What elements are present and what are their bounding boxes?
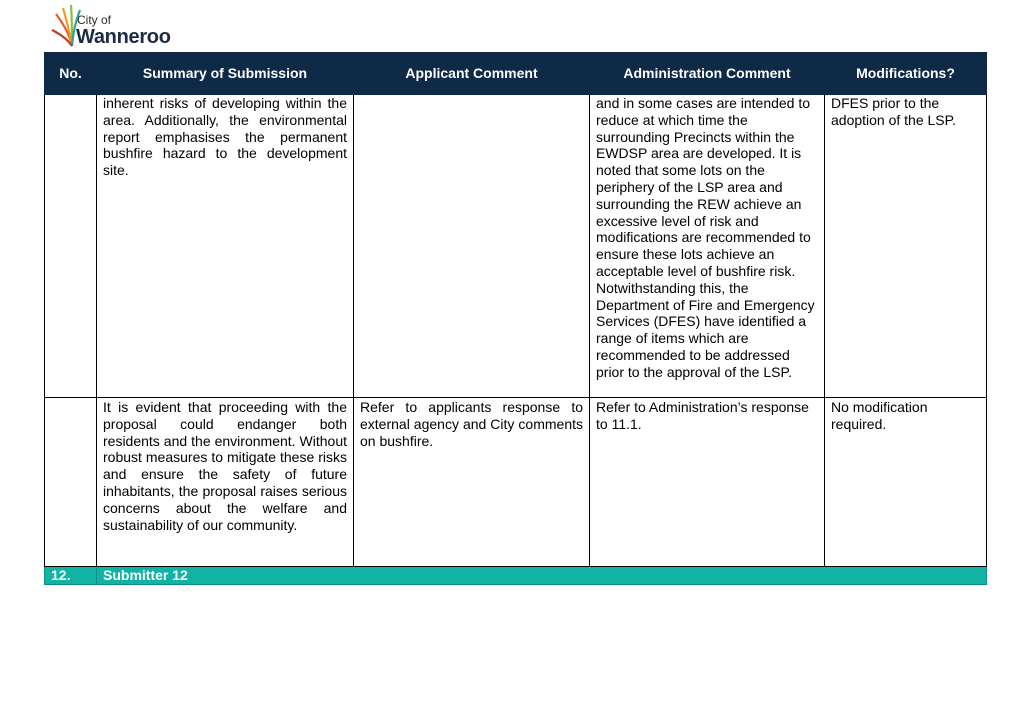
table-row <box>45 398 987 567</box>
submissions-table <box>44 52 987 585</box>
cell-applicant-comment: Refer to applicants response to external agency and City comments on bushfire. <box>354 398 590 567</box>
table-row <box>45 95 987 398</box>
submitter-number: 12. <box>45 567 97 585</box>
cell-administration-comment: Refer to Administration’s response to 11.1. <box>590 398 825 567</box>
logo-name-text: Wanneroo <box>76 26 171 48</box>
city-of-wanneroo-logo <box>50 2 180 48</box>
header-administration-comment: Administration Comment <box>590 53 825 95</box>
cell-no <box>45 398 97 567</box>
cell-summary: It is evident that proceeding with the proposal could endanger both residents and the environment. Without robust measures to mitigate these risks and ensure the safety of future inhabitants, the proposal raises serious concerns about the welfare and sustainability of our community. <box>97 398 354 567</box>
table-header-row <box>45 53 987 95</box>
submitter-label: Submitter 12 <box>97 567 987 585</box>
logo-city-text: City of <box>77 13 112 27</box>
cell-applicant-comment <box>354 95 590 398</box>
header-no: No. <box>45 53 97 95</box>
cell-modifications: No modification required. <box>825 398 987 567</box>
header-modifications: Modifications? <box>825 53 987 95</box>
submitter-row <box>45 567 987 585</box>
header-summary: Summary of Submission <box>97 53 354 95</box>
cell-summary: inherent risks of developing within the area. Additionally, the environmental report emphasises the permanent bushfire hazard to the development site. <box>97 95 354 398</box>
cell-administration-comment: and in some cases are intended to reduce at which time the surrounding Precincts within the EWDSP area are developed. It is noted that some lots on the periphery of the LSP area and surrounding the REW achieve an excessive level of risk and modifications are recommended to ensure these lots achieve an acceptable level of bushfire risk. Notwithstanding this, the Department of Fire and Emergency Services (DFES) have identified a range of items which are recommended to be addressed prior to the approval of the LSP. <box>590 95 825 398</box>
header-applicant-comment: Applicant Comment <box>354 53 590 95</box>
cell-modifications: DFES prior to the adoption of the LSP. <box>825 95 987 398</box>
cell-no <box>45 95 97 398</box>
